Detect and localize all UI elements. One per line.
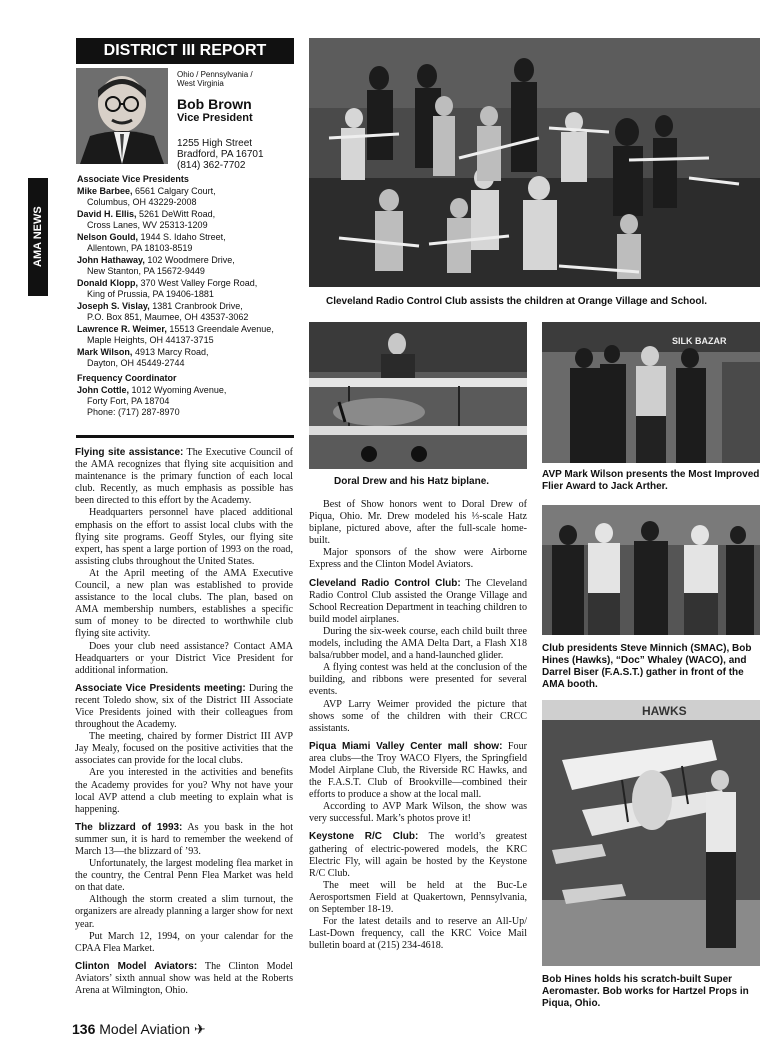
page-number: 136 <box>72 1021 96 1037</box>
list-item: John Hathaway, 102 Woodmere Drive, New Stanton, PA 15672-9449 <box>77 255 235 276</box>
caption-presidents: Club presidents Steve Minnich (SMAC), Bob Hines (Hawks), “Doc” Whaley (WACO), and Darrel Biser (F.A.S.T.) gather in front of the AMA booth. <box>542 643 752 690</box>
vp-name: Bob Brown <box>177 96 252 112</box>
list-item: Lawrence R. Weimer, 15513 Greendale Avenue, Maple Heights, OH 44137-3715 <box>77 324 274 345</box>
store-sign-text: SILK BAZAR <box>672 336 727 346</box>
caption-top-photo: Cleveland Radio Control Club assists the children at Orange Village and School. <box>326 296 708 307</box>
caption-award: AVP Mark Wilson presents the Most Improved Flier Award to Jack Arther. <box>542 469 760 492</box>
paragraph: Although the storm created a slim turnout, the organizers are already planning a larger show for next year. <box>75 894 293 930</box>
list-item: Mark Wilson, 4913 Marcy Road, Dayton, OH 45449-2744 <box>77 347 209 368</box>
paragraph: Cleveland Radio Control Club: The Cleveland Radio Control Club assisted the Orange Village and School Recreation Department in teaching children to build model airplanes. <box>309 577 527 625</box>
paragraph: Are you interested in the activities and benefits the Academy provides for you? Why not have your local AVP attend a club meeting to explain what is happening. <box>75 767 293 815</box>
paragraph: The blizzard of 1993: As you bask in the hot summer sun, it is hard to remember the weekend of March 13—the blizzard of ’93. <box>75 821 294 857</box>
paragraph: Does your club need assistance? Contact AMA Headquarters or your District Vice President for additional information. <box>75 640 293 676</box>
paragraph: Clinton Model Aviators: The Clinton Model Aviators’ sixth annual show was held at the Roberts Arena at Wilmington, Ohio. <box>75 960 293 997</box>
photo-award <box>542 322 760 463</box>
banner-sign-text: HAWKS <box>642 704 687 718</box>
paragraph: Major sponsors of the show were Airborne Express and the Clinton Model Aviators. <box>309 547 527 571</box>
paragraph: The meeting, chaired by former District III AVP Jay Mealy, focused on the positive activities that the associates can provide for the local clubs. <box>75 731 293 767</box>
photo-biplane <box>309 322 527 469</box>
photo-hines <box>542 700 760 966</box>
list-item: David H. Ellis, 5261 DeWitt Road, Cross Lanes, WV 25313-1209 <box>77 209 216 230</box>
list-item: Joseph S. Vislay, 1381 Cranbrook Drive, P.O. Box 851, Maumee, OH 43537-3062 <box>77 301 249 322</box>
paragraph: According to AVP Mark Wilson, the show was very successful. Mark’s photos prove it! <box>309 801 527 825</box>
paragraph: Best of Show honors went to Doral Drew of Piqua, Ohio. Mr. Drew modeled his ⅓-scale Hatz biplane, pictured above, after the full-scale home-built. <box>309 499 527 547</box>
list-item: Donald Klopp, 370 West Valley Forge Road, King of Prussia, PA 19406-1881 <box>77 278 258 299</box>
freq-heading: Frequency Coordinator <box>77 373 177 383</box>
vp-address: 1255 High Street Bradford, PA 16701 (814) 362-7702 <box>177 138 264 171</box>
paragraph: Put March 12, 1994, on your calendar for the CPAA Flea Market. <box>75 930 293 954</box>
vp-title: Vice President <box>177 112 253 124</box>
paragraph: AVP Larry Weimer provided the picture that shows some of the children with their CRCC assistants. <box>309 698 527 734</box>
avp-directory <box>77 174 295 419</box>
vp-region: Ohio / Pennsylvania / West Virginia <box>177 70 253 88</box>
list-item: Nelson Gould, 1944 S. Idaho Street, Allentown, PA 18103-8519 <box>77 232 226 253</box>
paragraph: Headquarters personnel have placed additional emphasis on the effort to assist local clubs with the flying site programs. Geoff Styles, our flying site expert, has spent a large portion of 1993 on the road, assisting clubs throughout the United States. <box>75 507 293 567</box>
caption-biplane: Doral Drew and his Hatz biplane. <box>334 476 490 487</box>
list-item: Mike Barbee, 6561 Calgary Court, Columbus, OH 43229-2008 <box>77 186 216 207</box>
avp-heading: Associate Vice Presidents <box>77 174 189 184</box>
page-footer <box>72 1021 206 1038</box>
airplane-icon: ✈ <box>193 1021 206 1037</box>
paragraph: Keystone R/C Club: The world’s greatest gathering of electric-powered models, the KRC Electric Fly, will again be hosted by the Keystone R/C Club. <box>309 831 528 879</box>
divider <box>76 435 294 438</box>
paragraph: Associate Vice Presidents meeting: During the recent Toledo show, six of the District III Associate Vice Presidents joined with their colleagues from throughout the Academy. <box>75 682 293 731</box>
magazine-name: Model Aviation <box>99 1021 191 1037</box>
paragraph: Unfortunately, the largest modeling flea market in the country, the Central Penn Flea Market was held on that date. <box>75 858 293 894</box>
paragraph: Piqua Miami Valley Center mall show: Four area clubs—the Troy WACO Flyers, the Springfield Model Airplane Club, the Riverside RC Hawks, and the F.A.S.T. Club of Brookville—combined their efforts to produce a show at the local mall. <box>309 740 528 801</box>
paragraph: For the latest details and to reserve an All-Up/ Last-Down frequency, call the KRC Voice Mail bulletin board at (215) 234-4618. <box>309 916 527 952</box>
photo-children-group <box>309 38 760 287</box>
page-title: DISTRICT III REPORT <box>76 38 294 64</box>
caption-hines: Bob Hines holds his scratch-built Super Aeromaster. Bob works for Hartzel Props in Piqua, Ohio. <box>542 974 749 1009</box>
paragraph: A flying contest was held at the conclusion of the building, and ribbons were presented for several events. <box>309 662 527 698</box>
vp-portrait <box>76 68 168 164</box>
article-column-2 <box>309 499 527 952</box>
paragraph: The meet will be held at the Buc-Le Aerosportsmen Field at Quakertown, Pennsylvania, on September 18-19. <box>309 879 527 915</box>
section-tab: AMA NEWS <box>28 178 48 296</box>
paragraph: Flying site assistance: The Executive Council of the AMA recognizes that flying site acquisition and maintenance is the primary function of each local club. Recently, as much emphasis as possible has been directed to this effort by the Academy. <box>75 447 293 507</box>
article-column-1 <box>75 447 293 997</box>
paragraph: At the April meeting of the AMA Executive Council, a new plan was established to provide assistance to the local clubs. The plan, based on AMA membership numbers, establishes a specific sum of money to be directed to worthwhile club flying site activity. <box>75 567 293 640</box>
list-item: John Cottle, 1012 Wyoming Avenue, Forty Fort, PA 18704 Phone: (717) 287-8970 <box>77 385 227 417</box>
photo-presidents <box>542 505 760 635</box>
paragraph: During the six-week course, each child built three models, including the AMA Delta Dart, a Flash X18 balsa/rubber model, and a hand-launched glider. <box>309 625 527 662</box>
